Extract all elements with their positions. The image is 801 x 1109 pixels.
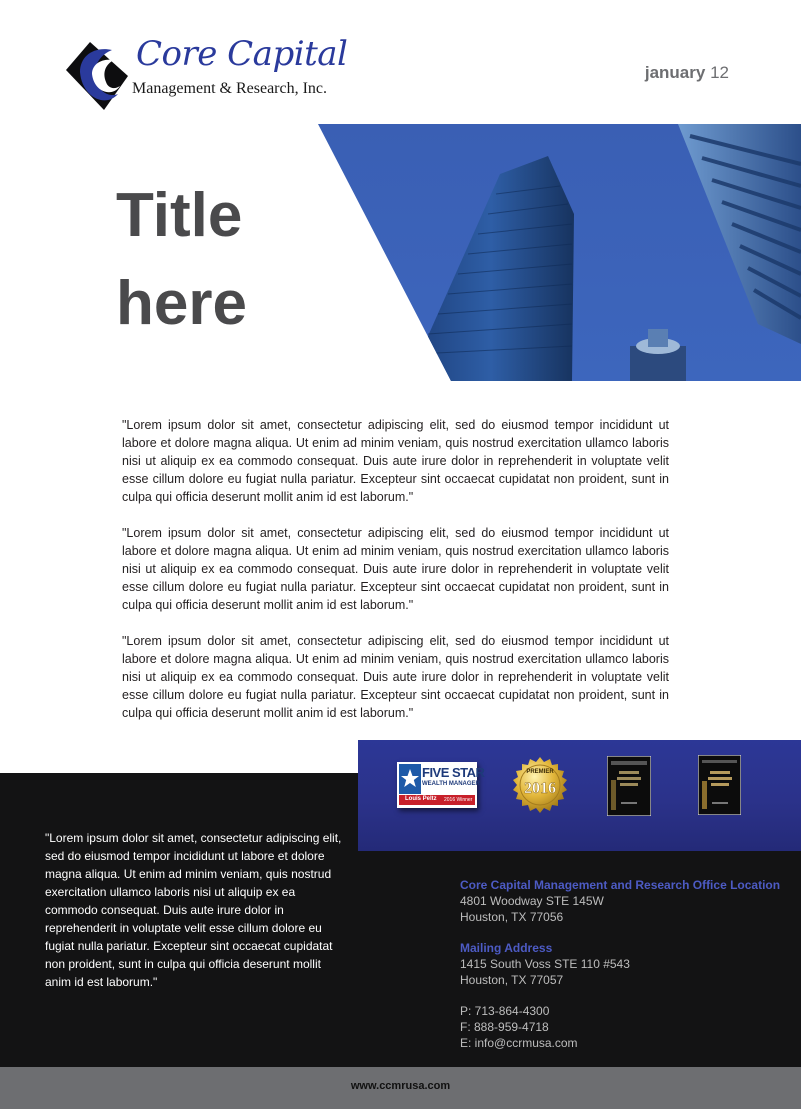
five-star-sublabel: WEALTH MANAGER — [422, 781, 480, 787]
five-star-label: FIVE STAR — [422, 765, 485, 780]
premier-gold-seal-icon — [508, 756, 572, 820]
award-book-cover-2 — [698, 755, 741, 815]
issue-date — [645, 63, 729, 83]
office-address-line-2: Houston, TX 77056 — [460, 910, 564, 924]
five-star-year: 2016 Winner — [444, 797, 473, 803]
date-month: january — [644, 63, 706, 82]
seal-top-text: PREMIER — [526, 769, 554, 775]
five-star-award — [397, 762, 485, 808]
body-copy — [122, 416, 669, 740]
phone-number: P: 713-864-4300 — [460, 1004, 550, 1018]
email-address[interactable]: E: info@ccrmusa.com — [460, 1036, 578, 1050]
office-address-line-1: 4801 Woodway STE 145W — [460, 894, 604, 908]
fax-number: F: 888-959-4718 — [460, 1020, 549, 1034]
company-logo — [62, 34, 348, 114]
office-heading: Core Capital Management and Research Office Location — [460, 878, 781, 892]
logo-subtitle: Management & Research, Inc. — [132, 80, 328, 97]
hero-building-photo — [318, 124, 801, 381]
date-day: 12 — [710, 63, 729, 82]
website-link[interactable]: www.ccmrusa.com — [350, 1080, 451, 1092]
mailing-address-line-1: 1415 South Voss STE 110 #543 — [460, 957, 630, 971]
award-book-cover-1 — [607, 756, 651, 816]
star-icon — [399, 764, 421, 794]
page-title — [116, 172, 247, 348]
body-paragraph-3: "Lorem ipsum dolor sit amet, consectetur adipiscing elit, sed do eiusmod tempor incididunt ut labore et dolore magna aliqua. Ut enim ad minim veniam, quis nostrud exercitation ullamco laboris nisi ut aliquip ex ea commodo consequat. Duis aute irure dolor in reprehenderit in voluptate velit esse cillum dolore eu fugiat nulla pariatur. Excepteur sint occaecat cupidatat non proident, sunt in culpa qui officia deserunt mollit anim id est laborum." — [122, 634, 669, 720]
footer-quote: "Lorem ipsum dolor sit amet, consectetur adipiscing elit, sed do eiusmod tempor incididunt ut labore et dolore magna aliqua. Ut enim ad minim veniam, quis nostrud exercitation ullamco laboris nisi ut aliquip ex ea commodo consequat. Duis aute irure dolor in reprehenderit in voluptate velit esse cillum dolore eu fugiat nulla pariatur. Excepteur sint occaecat cupidatat non proident, sunt in culpa qui officia deserunt mollit anim id est laborum." — [45, 831, 342, 989]
title-line-2: here — [116, 269, 247, 338]
contact-info — [460, 877, 790, 1051]
body-paragraph-1: "Lorem ipsum dolor sit amet, consectetur adipiscing elit, sed do eiusmod tempor incididunt ut labore et dolore magna aliqua. Ut enim ad minim veniam, quis nostrud exercitation ullamco laboris nisi ut aliquip ex ea commodo consequat. Duis aute irure dolor in reprehenderit in voluptate velit esse cillum dolore eu fugiat nulla pariatur. Excepteur sint occaecat cupidatat non proident, sunt in culpa qui officia deserunt mollit anim id est laborum." — [122, 418, 669, 504]
body-paragraph-2: "Lorem ipsum dolor sit amet, consectetur adipiscing elit, sed do eiusmod tempor incididunt ut labore et dolore magna aliqua. Ut enim ad minim veniam, quis nostrud exercitation ullamco laboris nisi ut aliquip ex ea commodo consequat. Duis aute irure dolor in reprehenderit in voluptate velit esse cillum dolore eu fugiat nulla pariatur. Excepteur sint occaecat cupidatat non proident, sunt in culpa qui officia deserunt mollit anim id est laborum." — [122, 526, 669, 612]
logo-swoosh-icon — [62, 36, 132, 112]
five-star-name: Louis Peltz — [405, 796, 437, 802]
logo-title: Core Capital — [136, 34, 348, 74]
mailing-heading: Mailing Address — [460, 941, 553, 955]
title-line-1: Title — [116, 181, 243, 250]
seal-year: 2016 — [524, 780, 556, 797]
mailing-address-line-2: Houston, TX 77057 — [460, 973, 564, 987]
